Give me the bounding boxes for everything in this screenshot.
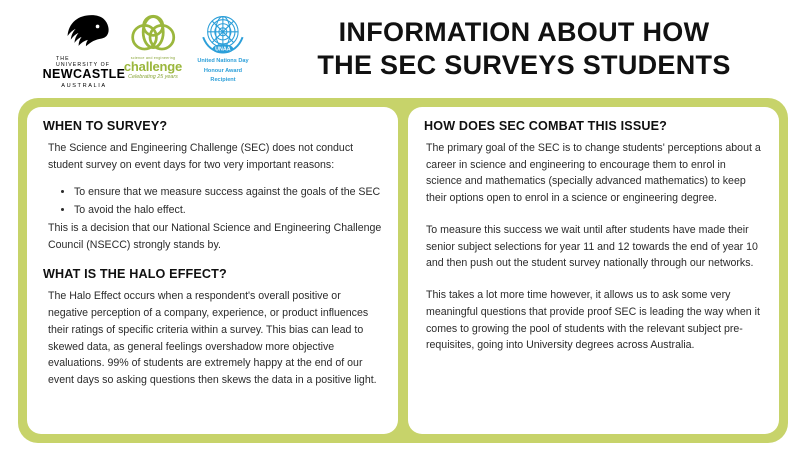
content-panel xyxy=(18,98,788,443)
right-column-body xyxy=(424,140,763,354)
paragraph-when-to-survey-intro: The Science and Engineering Challenge (SEC) does not conduct student survey on event days for two very important reasons: xyxy=(48,142,354,171)
paragraph-more-time: This takes a lot more time however, it allows us to ask some very meaningful questions that provide proof SEC is leading the way when it comes to growing the pool of students with the relevant subject pre-requisites, going into University degrees across Australia. xyxy=(426,289,760,352)
list-item: • To ensure that we measure success against the goals of the SEC xyxy=(74,184,382,201)
science-and-engineering-challenge-logo xyxy=(122,13,184,80)
card-how-does-sec-combat-this-issue xyxy=(408,107,779,434)
card-when-to-survey xyxy=(27,107,398,434)
challenge-logo-line1: science and engineering xyxy=(130,56,176,61)
challenge-rings-icon xyxy=(124,13,182,55)
newcastle-logo-line3: AUSTRALIA xyxy=(61,82,107,89)
list-survey-reasons xyxy=(43,184,382,218)
page-title-line-1: INFORMATION ABOUT HOW xyxy=(338,17,710,48)
unaa-logo-line1: United Nations Day xyxy=(197,58,249,65)
list-item: • To avoid the halo effect. xyxy=(74,202,382,219)
heading-how-does-sec-combat-this-issue: HOW DOES SEC COMBAT THIS ISSUE? xyxy=(424,119,668,133)
united-nations-emblem-icon xyxy=(196,13,250,56)
unaa-logo-line2: Honour Award xyxy=(203,67,243,74)
unaa-logo-line3: Recipient xyxy=(210,77,236,84)
unaa-logo xyxy=(194,13,252,84)
unaa-mark-text: UNAA xyxy=(215,47,231,54)
challenge-logo-line2: challenge xyxy=(123,59,183,75)
paragraph-primary-goal: The primary goal of the SEC is to change students' perceptions about a career in science and engineering to encourage them to enrol in science and mathematics (specially advanced mathematics) to keep their options open to enrol in a science or engineering degree. xyxy=(426,142,761,205)
heading-what-is-the-halo-effect: WHAT IS THE HALO EFFECT? xyxy=(43,267,227,282)
newcastle-logo-line1: THE UNIVERSITY OF xyxy=(56,56,110,69)
heading-when-to-survey: WHEN TO SURVEY? xyxy=(43,119,168,133)
header xyxy=(0,0,800,98)
university-of-newcastle-logo xyxy=(42,13,126,89)
paragraph-halo-effect: The Halo Effect occurs when a respondent's overall positive or negative perception of a company, experience, or product influences their ratings of specific criteria within a survey. This bias can lead to skewed data, as general feelings overshadow more objective evaluations. 99% of students are extremely happy at the end of our event days so asking questions then skews the data in a positive light. xyxy=(48,290,377,387)
logo-group xyxy=(42,13,252,89)
paragraph-measure-success: To measure this success we wait until after students have made their senior subject selections for year 11 and 12 towards the end of year 10 and then push out the student survey nationally through our networks. xyxy=(426,223,758,270)
challenge-logo-line3: Celebrating 25 years xyxy=(128,74,178,81)
newcastle-logo-line2: NEWCASTLE xyxy=(42,67,126,82)
paragraph-nsecc-decision: This is a decision that our National Science and Engineering Challenge Council (NSECC) strongly stands by. xyxy=(48,221,382,251)
page-title xyxy=(256,16,792,82)
newcastle-horse-head-icon xyxy=(58,13,110,53)
page-title-line-2: THE SEC SURVEYS STUDENTS xyxy=(317,50,731,80)
